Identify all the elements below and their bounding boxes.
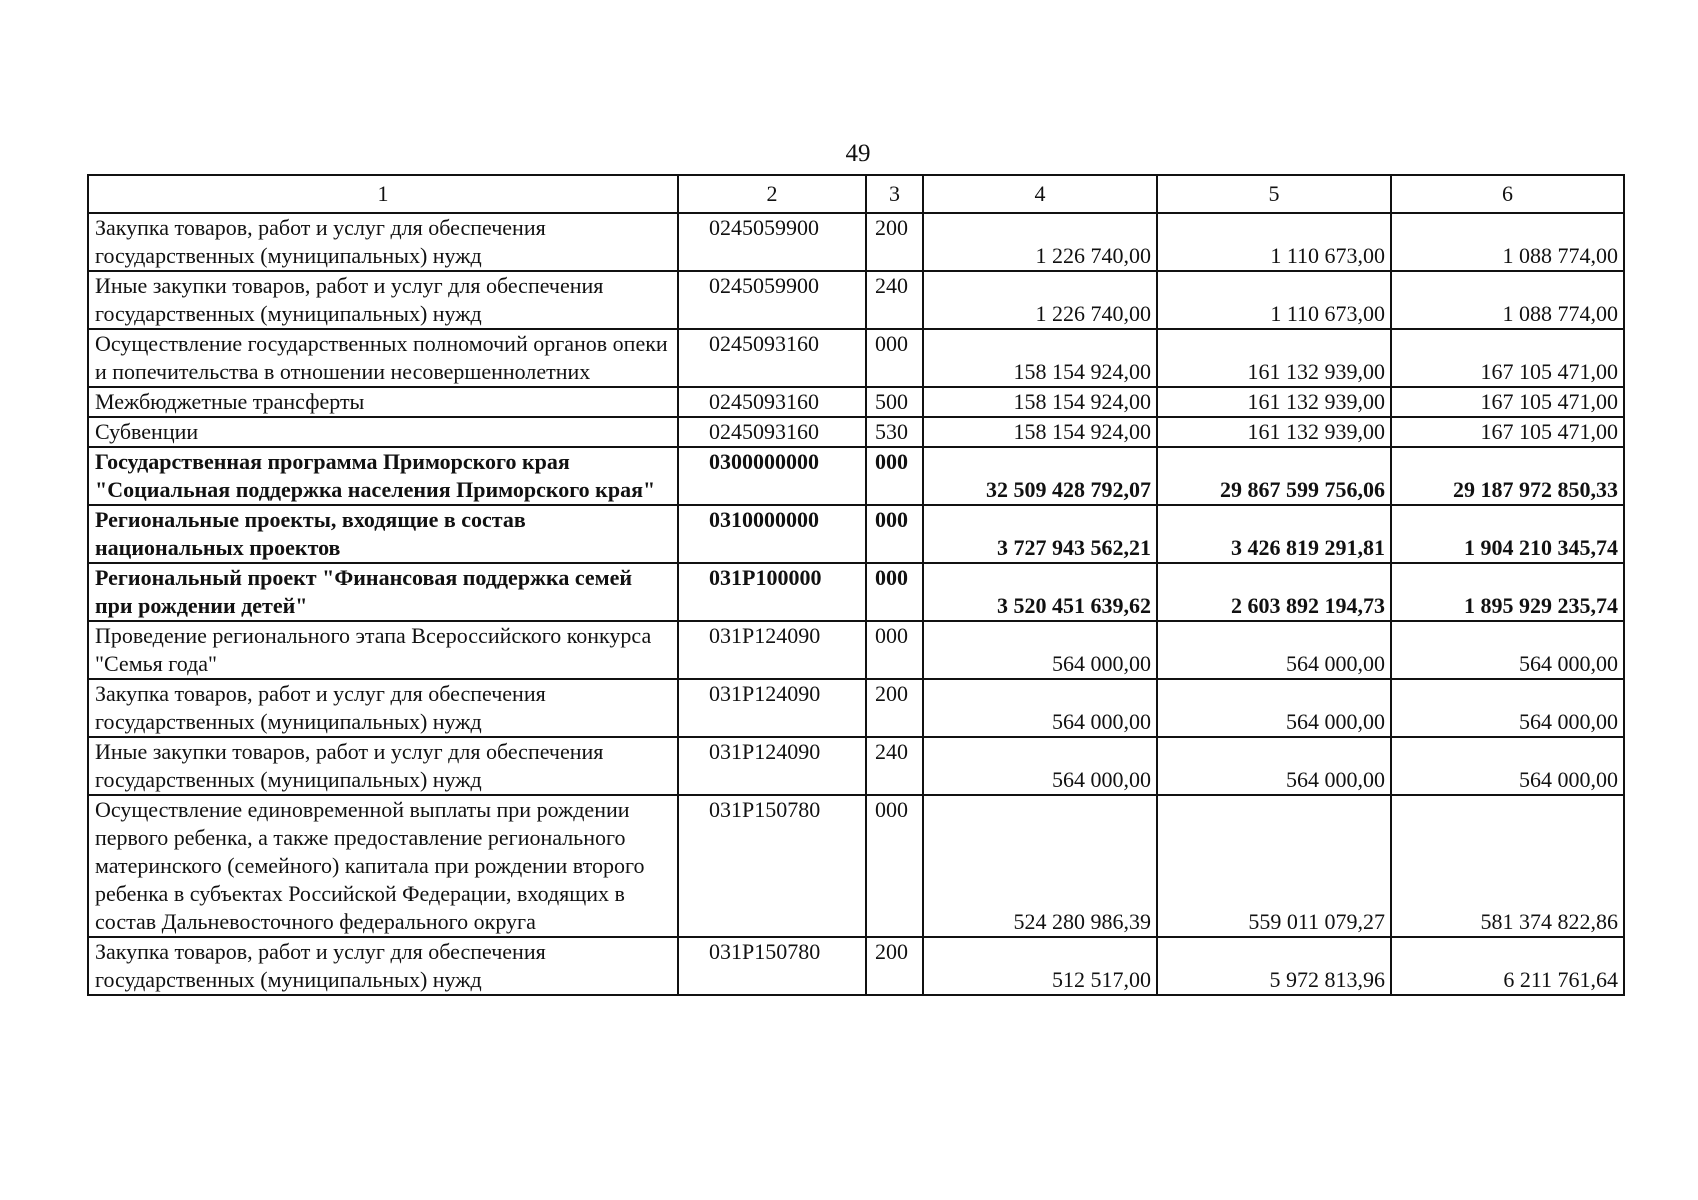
row-amount-year3: 564 000,00 bbox=[1391, 679, 1624, 737]
row-target-code: 0245093160 bbox=[678, 417, 866, 447]
table-row bbox=[88, 621, 1624, 679]
table-row bbox=[88, 563, 1624, 621]
row-name: Закупка товаров, работ и услуг для обеспечения государственных (муниципальных) нужд bbox=[88, 937, 678, 995]
row-amount-year1: 524 280 986,39 bbox=[923, 795, 1157, 937]
row-amount-year2: 564 000,00 bbox=[1157, 737, 1391, 795]
row-expense-type: 530 bbox=[866, 417, 923, 447]
column-header-4: 4 bbox=[923, 175, 1157, 213]
row-expense-type: 240 bbox=[866, 737, 923, 795]
row-target-code: 0310000000 bbox=[678, 505, 866, 563]
row-name: Субвенции bbox=[88, 417, 678, 447]
row-amount-year2: 564 000,00 bbox=[1157, 621, 1391, 679]
row-amount-year1: 564 000,00 bbox=[923, 737, 1157, 795]
column-header-5: 5 bbox=[1157, 175, 1391, 213]
row-amount-year3: 29 187 972 850,33 bbox=[1391, 447, 1624, 505]
row-amount-year2: 161 132 939,00 bbox=[1157, 387, 1391, 417]
row-amount-year1: 564 000,00 bbox=[923, 621, 1157, 679]
row-amount-year1: 158 154 924,00 bbox=[923, 329, 1157, 387]
row-amount-year2: 2 603 892 194,73 bbox=[1157, 563, 1391, 621]
row-name: Закупка товаров, работ и услуг для обеспечения государственных (муниципальных) нужд bbox=[88, 679, 678, 737]
row-target-code: 031P150780 bbox=[678, 937, 866, 995]
row-name: Иные закупки товаров, работ и услуг для обеспечения государственных (муниципальных) нужд bbox=[88, 271, 678, 329]
row-expense-type: 000 bbox=[866, 447, 923, 505]
table-row bbox=[88, 679, 1624, 737]
row-amount-year1: 3 727 943 562,21 bbox=[923, 505, 1157, 563]
row-name: Региональный проект "Финансовая поддержка семей при рождении детей" bbox=[88, 563, 678, 621]
table-row bbox=[88, 271, 1624, 329]
row-expense-type: 240 bbox=[866, 271, 923, 329]
table-row bbox=[88, 447, 1624, 505]
column-header-3: 3 bbox=[866, 175, 923, 213]
row-amount-year1: 1 226 740,00 bbox=[923, 271, 1157, 329]
row-amount-year1: 32 509 428 792,07 bbox=[923, 447, 1157, 505]
row-target-code: 031P150780 bbox=[678, 795, 866, 937]
budget-table bbox=[87, 174, 1625, 996]
row-amount-year1: 3 520 451 639,62 bbox=[923, 563, 1157, 621]
row-amount-year3: 167 105 471,00 bbox=[1391, 417, 1624, 447]
row-amount-year3: 167 105 471,00 bbox=[1391, 329, 1624, 387]
table-row bbox=[88, 505, 1624, 563]
row-amount-year3: 167 105 471,00 bbox=[1391, 387, 1624, 417]
row-name: Проведение регионального этапа Всероссийского конкурса "Семья года" bbox=[88, 621, 678, 679]
row-expense-type: 200 bbox=[866, 213, 923, 271]
row-amount-year3: 564 000,00 bbox=[1391, 621, 1624, 679]
row-name: Закупка товаров, работ и услуг для обеспечения государственных (муниципальных) нужд bbox=[88, 213, 678, 271]
row-amount-year3: 1 088 774,00 bbox=[1391, 213, 1624, 271]
row-expense-type: 000 bbox=[866, 795, 923, 937]
row-name: Государственная программа Приморского края "Социальная поддержка населения Приморского края" bbox=[88, 447, 678, 505]
header-row bbox=[88, 175, 1624, 213]
column-header-2: 2 bbox=[678, 175, 866, 213]
table-row bbox=[88, 795, 1624, 937]
row-target-code: 031P124090 bbox=[678, 737, 866, 795]
row-amount-year2: 3 426 819 291,81 bbox=[1157, 505, 1391, 563]
row-amount-year2: 161 132 939,00 bbox=[1157, 329, 1391, 387]
row-name: Межбюджетные трансферты bbox=[88, 387, 678, 417]
row-target-code: 0300000000 bbox=[678, 447, 866, 505]
row-amount-year3: 1 088 774,00 bbox=[1391, 271, 1624, 329]
row-expense-type: 000 bbox=[866, 505, 923, 563]
row-target-code: 0245059900 bbox=[678, 271, 866, 329]
row-amount-year2: 564 000,00 bbox=[1157, 679, 1391, 737]
row-target-code: 0245093160 bbox=[678, 387, 866, 417]
row-amount-year2: 1 110 673,00 bbox=[1157, 213, 1391, 271]
row-expense-type: 200 bbox=[866, 937, 923, 995]
row-target-code: 031P100000 bbox=[678, 563, 866, 621]
column-header-1: 1 bbox=[88, 175, 678, 213]
row-name: Региональные проекты, входящие в состав национальных проектов bbox=[88, 505, 678, 563]
row-name: Иные закупки товаров, работ и услуг для обеспечения государственных (муниципальных) нужд bbox=[88, 737, 678, 795]
table-row bbox=[88, 937, 1624, 995]
page-number: 49 bbox=[845, 140, 871, 167]
row-amount-year2: 5 972 813,96 bbox=[1157, 937, 1391, 995]
row-expense-type: 000 bbox=[866, 329, 923, 387]
row-target-code: 0245093160 bbox=[678, 329, 866, 387]
row-amount-year3: 581 374 822,86 bbox=[1391, 795, 1624, 937]
row-target-code: 031P124090 bbox=[678, 621, 866, 679]
row-amount-year1: 1 226 740,00 bbox=[923, 213, 1157, 271]
row-amount-year3: 1 904 210 345,74 bbox=[1391, 505, 1624, 563]
row-amount-year1: 158 154 924,00 bbox=[923, 417, 1157, 447]
table-row bbox=[88, 387, 1624, 417]
table-row bbox=[88, 213, 1624, 271]
row-amount-year2: 559 011 079,27 bbox=[1157, 795, 1391, 937]
row-name: Осуществление государственных полномочий органов опеки и попечительства в отношении несовершеннолетних bbox=[88, 329, 678, 387]
row-amount-year1: 158 154 924,00 bbox=[923, 387, 1157, 417]
row-amount-year3: 6 211 761,64 bbox=[1391, 937, 1624, 995]
row-amount-year1: 512 517,00 bbox=[923, 937, 1157, 995]
row-expense-type: 200 bbox=[866, 679, 923, 737]
table-row bbox=[88, 329, 1624, 387]
column-header-6: 6 bbox=[1391, 175, 1624, 213]
table-row bbox=[88, 737, 1624, 795]
row-name: Осуществление единовременной выплаты при рождении первого ребенка, а также предоставление регионального материнского (семейного) капитала при рождении второго ребенка в субъектах Российской Федерации, входящих в состав Дальневосточного федерального округа bbox=[88, 795, 678, 937]
row-expense-type: 000 bbox=[866, 563, 923, 621]
row-amount-year3: 1 895 929 235,74 bbox=[1391, 563, 1624, 621]
row-amount-year3: 564 000,00 bbox=[1391, 737, 1624, 795]
row-expense-type: 500 bbox=[866, 387, 923, 417]
row-target-code: 031P124090 bbox=[678, 679, 866, 737]
row-amount-year1: 564 000,00 bbox=[923, 679, 1157, 737]
table-row bbox=[88, 417, 1624, 447]
row-amount-year2: 161 132 939,00 bbox=[1157, 417, 1391, 447]
row-expense-type: 000 bbox=[866, 621, 923, 679]
row-amount-year2: 29 867 599 756,06 bbox=[1157, 447, 1391, 505]
row-amount-year2: 1 110 673,00 bbox=[1157, 271, 1391, 329]
row-target-code: 0245059900 bbox=[678, 213, 866, 271]
